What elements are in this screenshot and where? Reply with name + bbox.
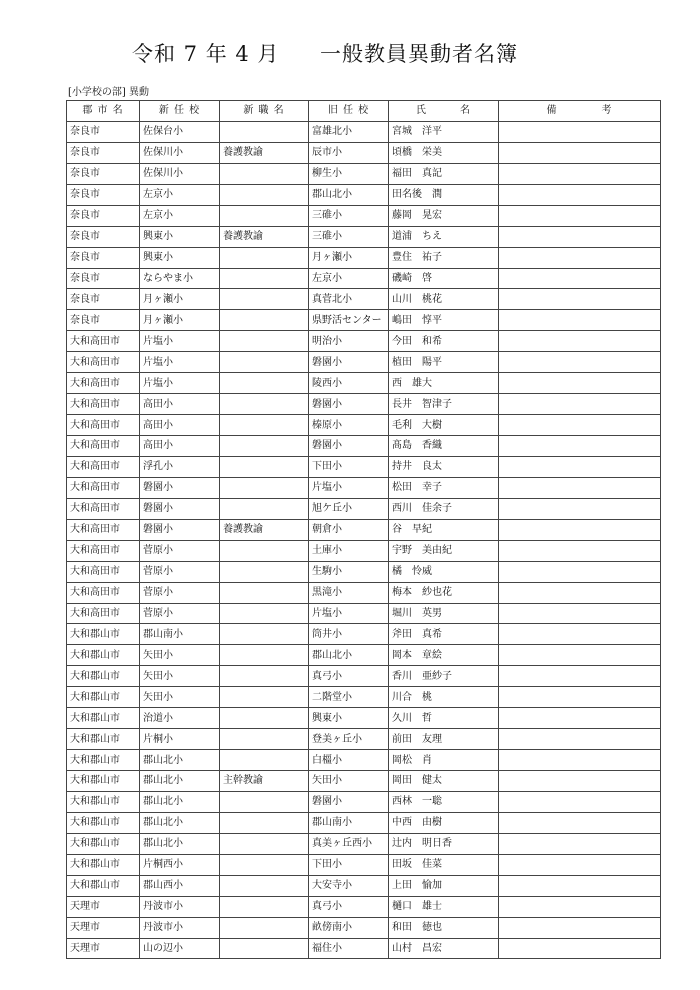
new-position-cell <box>220 938 309 959</box>
new-school-cell: 郡山北小 <box>140 771 220 792</box>
remarks-cell <box>499 121 661 142</box>
new-position-cell <box>220 184 309 205</box>
name-cell: 頃橋 栄美 <box>389 142 499 163</box>
city-cell: 大和郡山市 <box>67 750 140 771</box>
table-row <box>67 938 661 959</box>
old-school-cell: 片塩小 <box>309 603 389 624</box>
city-cell: 大和高田市 <box>67 331 140 352</box>
new-position-cell <box>220 582 309 603</box>
remarks-cell <box>499 875 661 896</box>
header-new-position: 新 職 名 <box>220 101 309 122</box>
table-row <box>67 352 661 373</box>
city-cell: 大和郡山市 <box>67 666 140 687</box>
header-new-school: 新 任 校 <box>140 101 220 122</box>
name-cell: 川合 桃 <box>389 687 499 708</box>
old-school-cell: 朝倉小 <box>309 519 389 540</box>
old-school-cell: 三碓小 <box>309 205 389 226</box>
new-position-cell <box>220 331 309 352</box>
remarks-cell <box>499 603 661 624</box>
city-cell: 大和郡山市 <box>67 833 140 854</box>
transfer-table <box>66 100 661 959</box>
new-school-cell: 月ヶ瀬小 <box>140 310 220 331</box>
table-row <box>67 310 661 331</box>
city-cell: 大和高田市 <box>67 415 140 436</box>
remarks-cell <box>499 226 661 247</box>
new-school-cell: 片塩小 <box>140 331 220 352</box>
old-school-cell: 磐園小 <box>309 352 389 373</box>
name-cell: 宇野 美由紀 <box>389 540 499 561</box>
old-school-cell: 生駒小 <box>309 561 389 582</box>
old-school-cell: 登美ヶ丘小 <box>309 729 389 750</box>
new-position-cell <box>220 310 309 331</box>
name-cell: 道浦 ちえ <box>389 226 499 247</box>
new-school-cell: 片桐小 <box>140 729 220 750</box>
old-school-cell: 陵西小 <box>309 373 389 394</box>
name-cell: 前田 友理 <box>389 729 499 750</box>
name-cell: 田名後 潤 <box>389 184 499 205</box>
city-cell: 大和高田市 <box>67 436 140 457</box>
remarks-cell <box>499 415 661 436</box>
name-cell: 松田 幸子 <box>389 477 499 498</box>
new-position-cell <box>220 750 309 771</box>
city-cell: 大和高田市 <box>67 582 140 603</box>
table-row <box>67 917 661 938</box>
new-position-cell <box>220 289 309 310</box>
new-position-cell <box>220 247 309 268</box>
new-position-cell <box>220 896 309 917</box>
new-position-cell <box>220 373 309 394</box>
title-row <box>0 38 700 70</box>
city-cell: 奈良市 <box>67 142 140 163</box>
city-cell: 大和高田市 <box>67 603 140 624</box>
city-cell: 奈良市 <box>67 310 140 331</box>
old-school-cell: 郡山南小 <box>309 812 389 833</box>
new-school-cell: 矢田小 <box>140 645 220 666</box>
new-school-cell: 磐園小 <box>140 498 220 519</box>
table-row <box>67 624 661 645</box>
new-school-cell: 郡山北小 <box>140 812 220 833</box>
new-position-cell <box>220 603 309 624</box>
city-cell: 大和郡山市 <box>67 812 140 833</box>
table-row <box>67 875 661 896</box>
table-row <box>67 771 661 792</box>
new-school-cell: 月ヶ瀬小 <box>140 289 220 310</box>
city-cell: 奈良市 <box>67 163 140 184</box>
city-cell: 奈良市 <box>67 121 140 142</box>
remarks-cell <box>499 519 661 540</box>
remarks-cell <box>499 205 661 226</box>
table-row <box>67 394 661 415</box>
city-cell: 大和高田市 <box>67 498 140 519</box>
name-cell: 岡松 肖 <box>389 750 499 771</box>
old-school-cell: 明治小 <box>309 331 389 352</box>
table-row <box>67 854 661 875</box>
remarks-cell <box>499 498 661 519</box>
new-school-cell: 矢田小 <box>140 687 220 708</box>
name-cell: 西林 一聡 <box>389 791 499 812</box>
table-row <box>67 791 661 812</box>
city-cell: 大和郡山市 <box>67 645 140 666</box>
old-school-cell: 左京小 <box>309 268 389 289</box>
table-row <box>67 833 661 854</box>
old-school-cell: 畝傍南小 <box>309 917 389 938</box>
city-cell: 大和高田市 <box>67 477 140 498</box>
remarks-cell <box>499 561 661 582</box>
city-cell: 大和高田市 <box>67 394 140 415</box>
name-cell: 嶋田 惇平 <box>389 310 499 331</box>
new-school-cell: 浮孔小 <box>140 456 220 477</box>
new-school-cell: 佐保川小 <box>140 142 220 163</box>
remarks-cell <box>499 310 661 331</box>
new-school-cell: 片塩小 <box>140 373 220 394</box>
table-row <box>67 687 661 708</box>
table-row <box>67 121 661 142</box>
remarks-cell <box>499 582 661 603</box>
table-row <box>67 896 661 917</box>
city-cell: 大和郡山市 <box>67 708 140 729</box>
new-school-cell: 磐園小 <box>140 519 220 540</box>
new-position-cell <box>220 624 309 645</box>
old-school-cell: 真弓小 <box>309 666 389 687</box>
remarks-cell <box>499 142 661 163</box>
old-school-cell: 磐園小 <box>309 791 389 812</box>
name-cell: 香川 亜紗子 <box>389 666 499 687</box>
table-row <box>67 331 661 352</box>
remarks-cell <box>499 666 661 687</box>
new-position-cell <box>220 352 309 373</box>
new-position-cell <box>220 708 309 729</box>
name-cell: 橘 怜威 <box>389 561 499 582</box>
old-school-cell: 真弓小 <box>309 896 389 917</box>
table-row <box>67 373 661 394</box>
name-cell: 西 雄大 <box>389 373 499 394</box>
new-position-cell <box>220 163 309 184</box>
name-cell: 田坂 佳菜 <box>389 854 499 875</box>
new-school-cell: ならやま小 <box>140 268 220 289</box>
old-school-cell: 片塩小 <box>309 477 389 498</box>
table-row <box>67 205 661 226</box>
table-row <box>67 645 661 666</box>
table-row <box>67 415 661 436</box>
table-row <box>67 540 661 561</box>
city-cell: 大和高田市 <box>67 373 140 394</box>
city-cell: 奈良市 <box>67 226 140 247</box>
name-cell: 西川 佳余子 <box>389 498 499 519</box>
new-school-cell: 治道小 <box>140 708 220 729</box>
city-cell: 大和高田市 <box>67 519 140 540</box>
header-old-school: 旧 任 校 <box>309 101 389 122</box>
new-position-cell: 養護教諭 <box>220 519 309 540</box>
new-position-cell <box>220 121 309 142</box>
name-cell: 持井 良太 <box>389 456 499 477</box>
old-school-cell: 福住小 <box>309 938 389 959</box>
remarks-cell <box>499 289 661 310</box>
old-school-cell: 大安寺小 <box>309 875 389 896</box>
new-school-cell: 丹波市小 <box>140 917 220 938</box>
name-cell: 豊住 祐子 <box>389 247 499 268</box>
remarks-cell <box>499 268 661 289</box>
remarks-cell <box>499 163 661 184</box>
new-school-cell: 左京小 <box>140 184 220 205</box>
city-cell: 大和高田市 <box>67 352 140 373</box>
remarks-cell <box>499 812 661 833</box>
new-position-cell <box>220 875 309 896</box>
remarks-cell <box>499 331 661 352</box>
new-school-cell: 郡山北小 <box>140 750 220 771</box>
new-position-cell: 養護教諭 <box>220 226 309 247</box>
old-school-cell: 月ヶ瀬小 <box>309 247 389 268</box>
table-row <box>67 163 661 184</box>
table-row <box>67 708 661 729</box>
new-position-cell <box>220 791 309 812</box>
old-school-cell: 下田小 <box>309 854 389 875</box>
table-row <box>67 750 661 771</box>
remarks-cell <box>499 687 661 708</box>
name-cell: 磯崎 啓 <box>389 268 499 289</box>
name-cell: 山村 昌宏 <box>389 938 499 959</box>
name-cell: 梅本 紗也花 <box>389 582 499 603</box>
old-school-cell: 矢田小 <box>309 771 389 792</box>
table-row <box>67 289 661 310</box>
name-cell: 久川 哲 <box>389 708 499 729</box>
new-school-cell: 佐保台小 <box>140 121 220 142</box>
new-school-cell: 郡山北小 <box>140 833 220 854</box>
old-school-cell: 真菅北小 <box>309 289 389 310</box>
city-cell: 天理市 <box>67 896 140 917</box>
new-position-cell <box>220 833 309 854</box>
new-school-cell: 興東小 <box>140 247 220 268</box>
table-row <box>67 268 661 289</box>
new-position-cell: 主幹教諭 <box>220 771 309 792</box>
remarks-cell <box>499 791 661 812</box>
table-row <box>67 477 661 498</box>
new-school-cell: 佐保川小 <box>140 163 220 184</box>
table-row <box>67 603 661 624</box>
new-position-cell <box>220 666 309 687</box>
new-school-cell: 菅原小 <box>140 603 220 624</box>
name-cell: 岡田 健太 <box>389 771 499 792</box>
old-school-cell: 柳生小 <box>309 163 389 184</box>
old-school-cell: 富雄北小 <box>309 121 389 142</box>
remarks-cell <box>499 352 661 373</box>
remarks-cell <box>499 477 661 498</box>
name-cell: 堀川 英男 <box>389 603 499 624</box>
city-cell: 奈良市 <box>67 289 140 310</box>
new-position-cell <box>220 498 309 519</box>
new-school-cell: 丹波市小 <box>140 896 220 917</box>
city-cell: 天理市 <box>67 938 140 959</box>
city-cell: 大和郡山市 <box>67 875 140 896</box>
old-school-cell: 真美ヶ丘西小 <box>309 833 389 854</box>
name-cell: 髙島 香織 <box>389 436 499 457</box>
remarks-cell <box>499 456 661 477</box>
name-cell: 樋口 雄士 <box>389 896 499 917</box>
city-cell: 奈良市 <box>67 268 140 289</box>
table-row <box>67 519 661 540</box>
new-position-cell <box>220 456 309 477</box>
remarks-cell <box>499 750 661 771</box>
new-school-cell: 高田小 <box>140 436 220 457</box>
remarks-cell <box>499 394 661 415</box>
new-position-cell: 養護教諭 <box>220 142 309 163</box>
table-body <box>67 121 661 959</box>
table-row <box>67 436 661 457</box>
table-row <box>67 184 661 205</box>
city-cell: 奈良市 <box>67 205 140 226</box>
remarks-cell <box>499 540 661 561</box>
table-row <box>67 582 661 603</box>
city-cell: 大和郡山市 <box>67 687 140 708</box>
remarks-cell <box>499 184 661 205</box>
new-position-cell <box>220 205 309 226</box>
new-school-cell: 左京小 <box>140 205 220 226</box>
remarks-cell <box>499 645 661 666</box>
name-cell: 岡本 章絵 <box>389 645 499 666</box>
table-row <box>67 729 661 750</box>
city-cell: 大和高田市 <box>67 456 140 477</box>
city-cell: 天理市 <box>67 917 140 938</box>
header-name: 氏 名 <box>389 101 499 122</box>
city-cell: 大和郡山市 <box>67 729 140 750</box>
city-cell: 大和郡山市 <box>67 854 140 875</box>
name-cell: 斧田 真希 <box>389 624 499 645</box>
name-cell: 和田 徳也 <box>389 917 499 938</box>
name-cell: 辻内 明日香 <box>389 833 499 854</box>
remarks-cell <box>499 896 661 917</box>
name-cell: 上田 愉加 <box>389 875 499 896</box>
new-position-cell <box>220 812 309 833</box>
city-cell: 奈良市 <box>67 184 140 205</box>
remarks-cell <box>499 854 661 875</box>
name-cell: 藤岡 晃宏 <box>389 205 499 226</box>
new-position-cell <box>220 394 309 415</box>
new-position-cell <box>220 729 309 750</box>
title-heading: 一般教員異動者名簿 <box>320 42 518 66</box>
section-label: [小学校の部] 異動 <box>68 87 149 98</box>
new-school-cell: 高田小 <box>140 394 220 415</box>
name-cell: 植田 陽平 <box>389 352 499 373</box>
name-cell: 宮城 洋平 <box>389 121 499 142</box>
city-cell: 大和郡山市 <box>67 624 140 645</box>
remarks-cell <box>499 247 661 268</box>
old-school-cell: 白橿小 <box>309 750 389 771</box>
name-cell: 福田 真記 <box>389 163 499 184</box>
table-row <box>67 561 661 582</box>
remarks-cell <box>499 436 661 457</box>
old-school-cell: 黒滝小 <box>309 582 389 603</box>
remarks-cell <box>499 373 661 394</box>
title-date: 令和 7 年 4 月 <box>132 42 280 66</box>
old-school-cell: 三碓小 <box>309 226 389 247</box>
new-school-cell: 矢田小 <box>140 666 220 687</box>
old-school-cell: 旭ケ丘小 <box>309 498 389 519</box>
new-school-cell: 郡山南小 <box>140 624 220 645</box>
old-school-cell: 郡山北小 <box>309 184 389 205</box>
name-cell: 毛利 大樹 <box>389 415 499 436</box>
table-row <box>67 498 661 519</box>
city-cell: 大和高田市 <box>67 561 140 582</box>
new-school-cell: 郡山西小 <box>140 875 220 896</box>
new-school-cell: 片桐西小 <box>140 854 220 875</box>
name-cell: 谷 早紀 <box>389 519 499 540</box>
old-school-cell: 磐園小 <box>309 394 389 415</box>
city-cell: 大和郡山市 <box>67 771 140 792</box>
old-school-cell: 郡山北小 <box>309 645 389 666</box>
table-row <box>67 812 661 833</box>
new-school-cell: 菅原小 <box>140 582 220 603</box>
remarks-cell <box>499 729 661 750</box>
old-school-cell: 県野活センター <box>309 310 389 331</box>
header-remarks: 備 考 <box>499 101 661 122</box>
city-cell: 奈良市 <box>67 247 140 268</box>
name-cell: 長井 智津子 <box>389 394 499 415</box>
city-cell: 大和高田市 <box>67 540 140 561</box>
remarks-cell <box>499 917 661 938</box>
remarks-cell <box>499 624 661 645</box>
old-school-cell: 辰市小 <box>309 142 389 163</box>
new-school-cell: 磐園小 <box>140 477 220 498</box>
remarks-cell <box>499 771 661 792</box>
new-position-cell <box>220 415 309 436</box>
old-school-cell: 下田小 <box>309 456 389 477</box>
new-school-cell: 山の辺小 <box>140 938 220 959</box>
old-school-cell: 興東小 <box>309 708 389 729</box>
old-school-cell: 磐園小 <box>309 436 389 457</box>
old-school-cell: 榛原小 <box>309 415 389 436</box>
new-position-cell <box>220 687 309 708</box>
new-school-cell: 片塩小 <box>140 352 220 373</box>
header-city: 郡 市 名 <box>67 101 140 122</box>
new-school-cell: 菅原小 <box>140 540 220 561</box>
new-position-cell <box>220 477 309 498</box>
new-position-cell <box>220 268 309 289</box>
new-position-cell <box>220 436 309 457</box>
new-school-cell: 高田小 <box>140 415 220 436</box>
old-school-cell: 土庫小 <box>309 540 389 561</box>
city-cell: 大和郡山市 <box>67 791 140 812</box>
table-row <box>67 226 661 247</box>
new-position-cell <box>220 540 309 561</box>
new-school-cell: 郡山北小 <box>140 791 220 812</box>
new-position-cell <box>220 854 309 875</box>
remarks-cell <box>499 833 661 854</box>
new-school-cell: 菅原小 <box>140 561 220 582</box>
name-cell: 今田 和希 <box>389 331 499 352</box>
new-position-cell <box>220 917 309 938</box>
name-cell: 山川 桃花 <box>389 289 499 310</box>
new-position-cell <box>220 645 309 666</box>
old-school-cell: 筒井小 <box>309 624 389 645</box>
table-row <box>67 142 661 163</box>
remarks-cell <box>499 708 661 729</box>
old-school-cell: 二階堂小 <box>309 687 389 708</box>
table-row <box>67 666 661 687</box>
new-position-cell <box>220 561 309 582</box>
table-row <box>67 247 661 268</box>
remarks-cell <box>499 938 661 959</box>
header-row <box>67 101 661 122</box>
table-row <box>67 456 661 477</box>
name-cell: 中西 由樹 <box>389 812 499 833</box>
new-school-cell: 興東小 <box>140 226 220 247</box>
